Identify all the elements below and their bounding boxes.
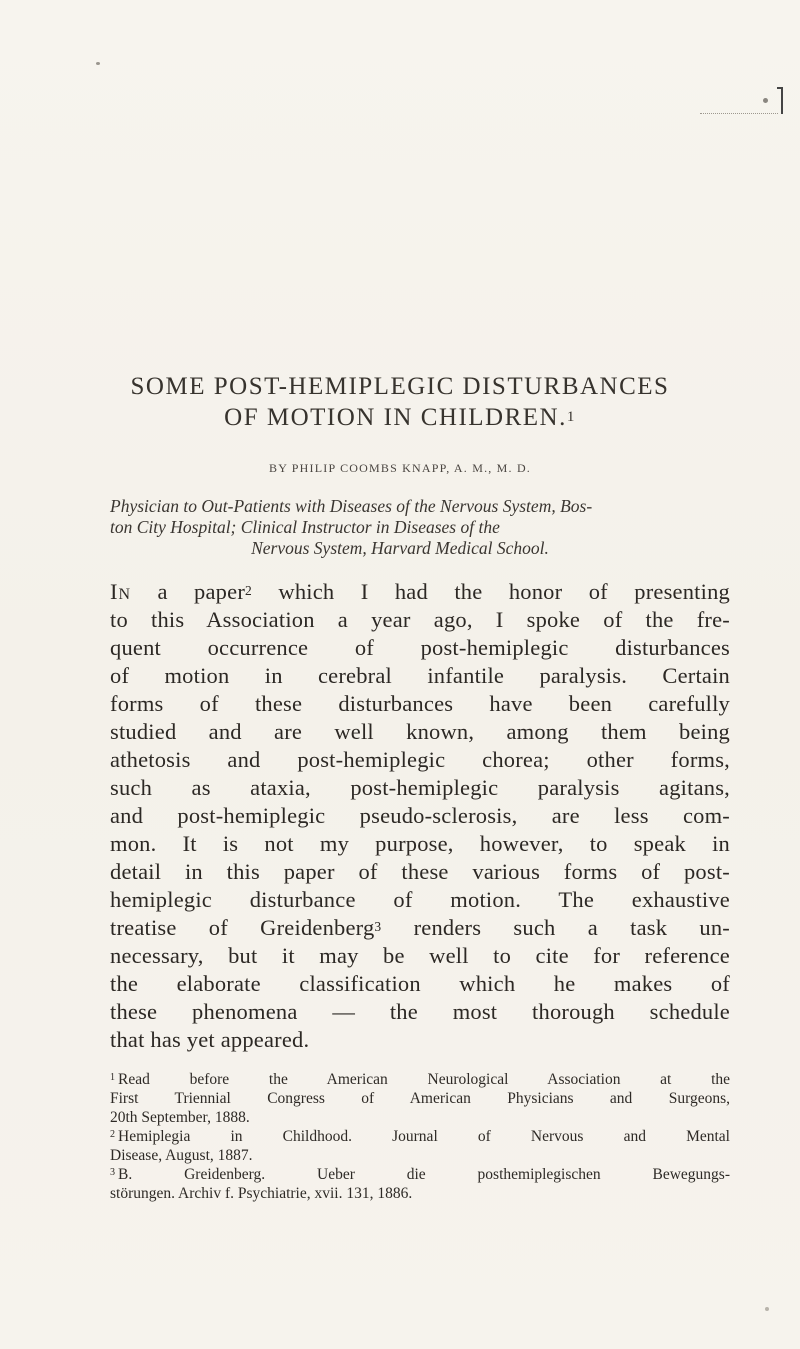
author-affiliation-line-1: Physician to Out-Patients with Diseases of the Nervous System, Bos- xyxy=(110,496,593,516)
scan-speck xyxy=(763,98,768,103)
body-line: of motion in cerebral infantile paralysis. Certain xyxy=(110,663,730,688)
body-text: a paper xyxy=(131,579,246,604)
body-line: detail in this paper of these various forms of post- xyxy=(110,859,730,884)
body-line: to this Association a year ago, I spoke of the fre- xyxy=(110,607,730,632)
footnote-1 xyxy=(110,1070,730,1091)
footnote-mark: 1 xyxy=(110,1071,116,1083)
footnote-text: B. Greidenberg. Ueber die posthemiplegischen Bewegungs- xyxy=(118,1166,730,1183)
footnote-3-cont: störungen. Archiv f. Psychiatrie, xvii. 131, 1886. xyxy=(110,1185,413,1202)
body-text: treatise of Greidenberg xyxy=(110,915,375,940)
footnote-text: Hemiplegia in Childhood. Journal of Nervous and Mental xyxy=(118,1128,730,1145)
body-line: quent occurrence of post-hemiplegic disturbances xyxy=(110,635,730,660)
footnote-2 xyxy=(110,1127,730,1148)
footnote-ref-2: 2 xyxy=(245,582,252,598)
footnote-2-cont: Disease, August, 1887. xyxy=(110,1147,253,1164)
body-line: that has yet appeared. xyxy=(110,1027,310,1052)
scan-speck xyxy=(96,62,100,65)
scan-corner-mark-top xyxy=(777,87,783,89)
body-text: renders such a task un- xyxy=(381,915,730,940)
body-line: such as ataxia, post-hemiplegic paralysis agitans, xyxy=(110,775,730,800)
scan-dotted-rule xyxy=(700,113,778,115)
author-affiliation-line-3: Nervous System, Harvard Medical School. xyxy=(251,538,549,558)
title-text-2: OF MOTION IN CHILDREN. xyxy=(224,404,567,431)
body-text: which I had the honor of presenting xyxy=(251,579,730,604)
footnote-1-cont: First Triennial Congress of American Physicians and Surgeons, xyxy=(110,1090,730,1107)
footnote-mark: 2 xyxy=(110,1128,116,1140)
body-line: the elaborate classification which he makes of xyxy=(110,971,730,996)
footnote-text: Read before the American Neurological Association at the xyxy=(118,1071,730,1088)
title-text-1: SOME POST-HEMIPLEGIC DISTURBANCES xyxy=(130,373,670,400)
opening-word: In xyxy=(110,579,132,604)
body-line: studied and are well known, among them being xyxy=(110,719,730,744)
body-line: and post-hemiplegic pseudo-sclerosis, are less com- xyxy=(110,803,730,828)
footnote-1-cont: 20th September, 1888. xyxy=(110,1109,250,1126)
body-line: necessary, but it may be well to cite for reference xyxy=(110,943,730,968)
body-line: mon. It is not my purpose, however, to speak in xyxy=(110,831,730,856)
article-title-line-1 xyxy=(0,372,800,402)
footnote-mark: 3 xyxy=(110,1166,116,1178)
body-line: hemiplegic disturbance of motion. The exhaustive xyxy=(110,887,730,912)
body-line: athetosis and post-hemiplegic chorea; other forms, xyxy=(110,747,730,772)
footnote-ref-3: 3 xyxy=(374,918,382,934)
body-line: forms of these disturbances have been carefully xyxy=(110,691,730,716)
body-line: these phenomena — the most thorough schedule xyxy=(110,999,730,1024)
scan-corner-mark xyxy=(781,88,783,114)
footnote-3 xyxy=(110,1165,730,1186)
author-affiliation-line-2: ton City Hospital; Clinical Instructor in Diseases of the xyxy=(110,517,500,537)
scan-speck xyxy=(765,1307,769,1311)
author-byline: BY PHILIP COOMBS KNAPP, A. M., M. D. xyxy=(268,461,532,475)
body-line xyxy=(110,578,730,606)
body-line xyxy=(110,914,730,942)
article-title-line-2 xyxy=(0,403,800,433)
title-footnote-mark: 1 xyxy=(566,408,576,425)
